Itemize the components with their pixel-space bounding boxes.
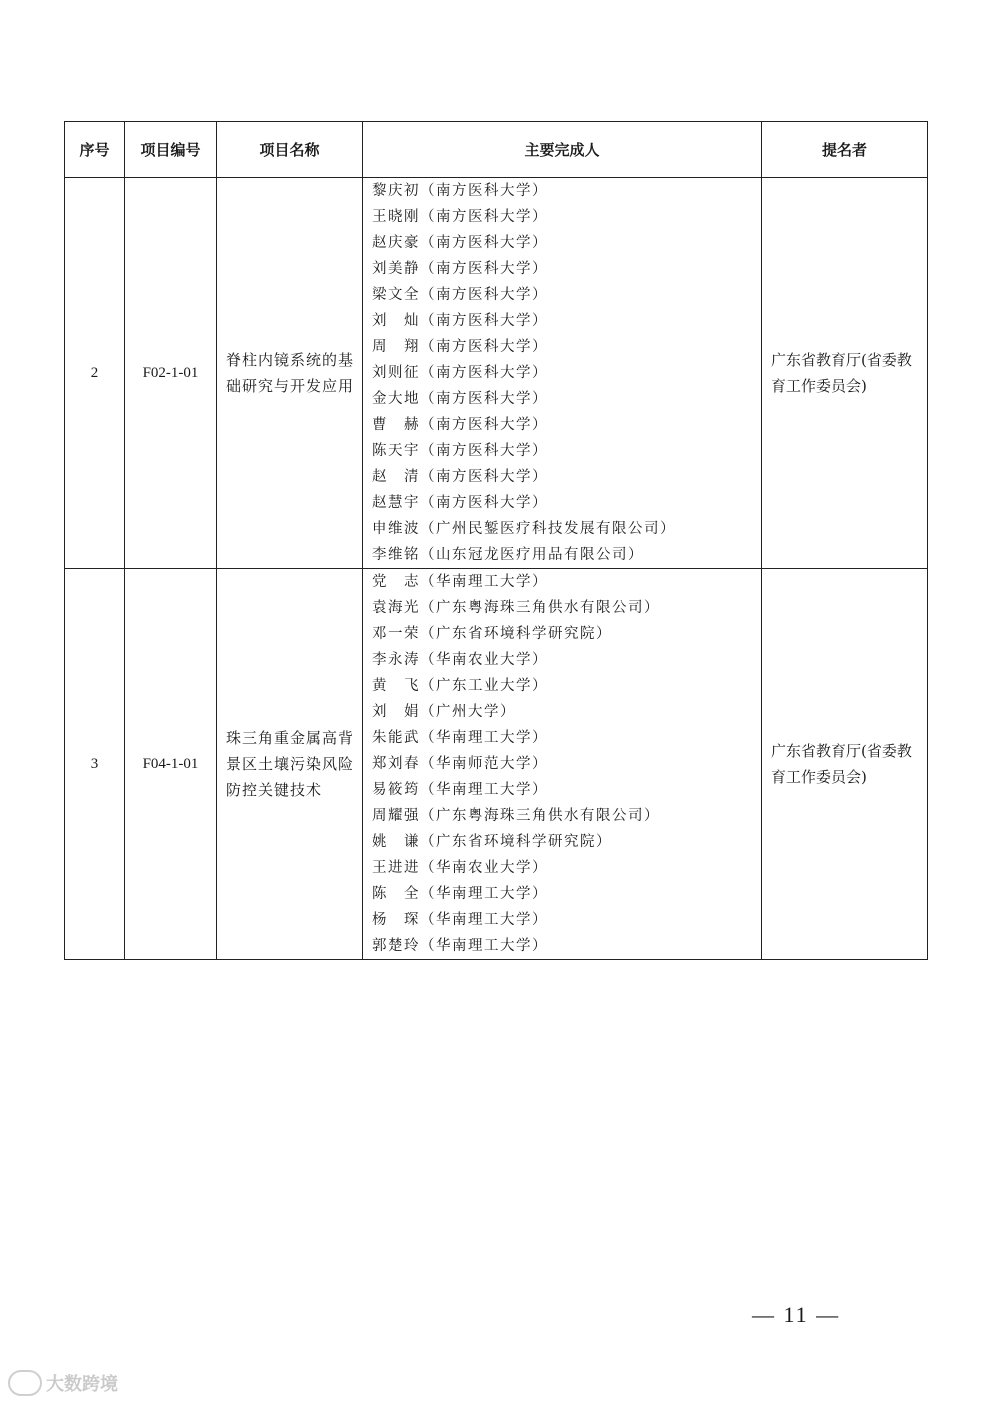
page-number: — 11 — <box>752 1302 841 1327</box>
person: 赵慧宇（南方医科大学） <box>372 495 548 511</box>
person: 党 志（华南理工大学） <box>372 574 548 590</box>
cell-seq: 2 <box>65 178 125 569</box>
person: 金大地（南方医科大学） <box>372 391 548 407</box>
cell-nominator: 广东省教育厅(省委教育工作委员会) <box>762 569 928 960</box>
person: 郭楚玲（华南理工大学） <box>372 938 548 954</box>
person: 周 翔（南方医科大学） <box>372 339 548 355</box>
cell-project-name: 珠三角重金属高背景区土壤污染风险防控关键技术 <box>217 569 363 960</box>
person: 申维波（广州民錾医疗科技发展有限公司） <box>372 521 676 537</box>
person: 刘 娟（广州大学） <box>372 704 516 720</box>
cell-people <box>363 178 762 569</box>
person: 邓一荣（广东省环境科学研究院） <box>372 626 612 642</box>
cell-nominator: 广东省教育厅(省委教育工作委员会) <box>762 178 928 569</box>
person: 刘美静（南方医科大学） <box>372 261 548 277</box>
table-row <box>65 569 928 960</box>
person: 黎庆初（南方医科大学） <box>372 183 548 199</box>
person: 赵庆豪（南方医科大学） <box>372 235 548 251</box>
header-code: 项目编号 <box>125 122 217 178</box>
person: 陈 全（华南理工大学） <box>372 886 548 902</box>
person: 郑刘春（华南师范大学） <box>372 756 548 772</box>
header-seq: 序号 <box>65 122 125 178</box>
header-row <box>65 122 928 178</box>
person: 刘则征（南方医科大学） <box>372 365 548 381</box>
header-name: 项目名称 <box>217 122 363 178</box>
person: 陈天宇（南方医科大学） <box>372 443 548 459</box>
cell-seq: 3 <box>65 569 125 960</box>
person: 曹 赫（南方医科大学） <box>372 417 548 433</box>
person: 李维铭（山东冠龙医疗用品有限公司） <box>372 547 644 563</box>
person: 王进进（华南农业大学） <box>372 860 548 876</box>
person: 周耀强（广东粤海珠三角供水有限公司） <box>372 808 660 824</box>
cell-project-name: 脊柱内镜系统的基础研究与开发应用 <box>217 178 363 569</box>
person: 梁文全（南方医科大学） <box>372 287 548 303</box>
cell-code: F04-1-01 <box>125 569 217 960</box>
header-people: 主要完成人 <box>363 122 762 178</box>
awards-table <box>64 121 928 960</box>
watermark-text: 大数跨境 <box>46 1374 118 1395</box>
person: 易筱筠（华南理工大学） <box>372 782 548 798</box>
person: 赵 清（南方医科大学） <box>372 469 548 485</box>
person: 姚 谦（广东省环境科学研究院） <box>372 834 612 850</box>
cell-people <box>363 569 762 960</box>
table-row <box>65 178 928 569</box>
person: 杨 琛（华南理工大学） <box>372 912 548 928</box>
person: 李永涛（华南农业大学） <box>372 652 548 668</box>
watermark <box>8 1370 118 1396</box>
person: 王晓刚（南方医科大学） <box>372 209 548 225</box>
header-nominator: 提名者 <box>762 122 928 178</box>
person: 刘 灿（南方医科大学） <box>372 313 548 329</box>
cell-code: F02-1-01 <box>125 178 217 569</box>
person: 朱能武（华南理工大学） <box>372 730 548 746</box>
person: 袁海光（广东粤海珠三角供水有限公司） <box>372 600 660 616</box>
watermark-logo-icon <box>8 1370 42 1396</box>
person: 黄 飞（广东工业大学） <box>372 678 548 694</box>
